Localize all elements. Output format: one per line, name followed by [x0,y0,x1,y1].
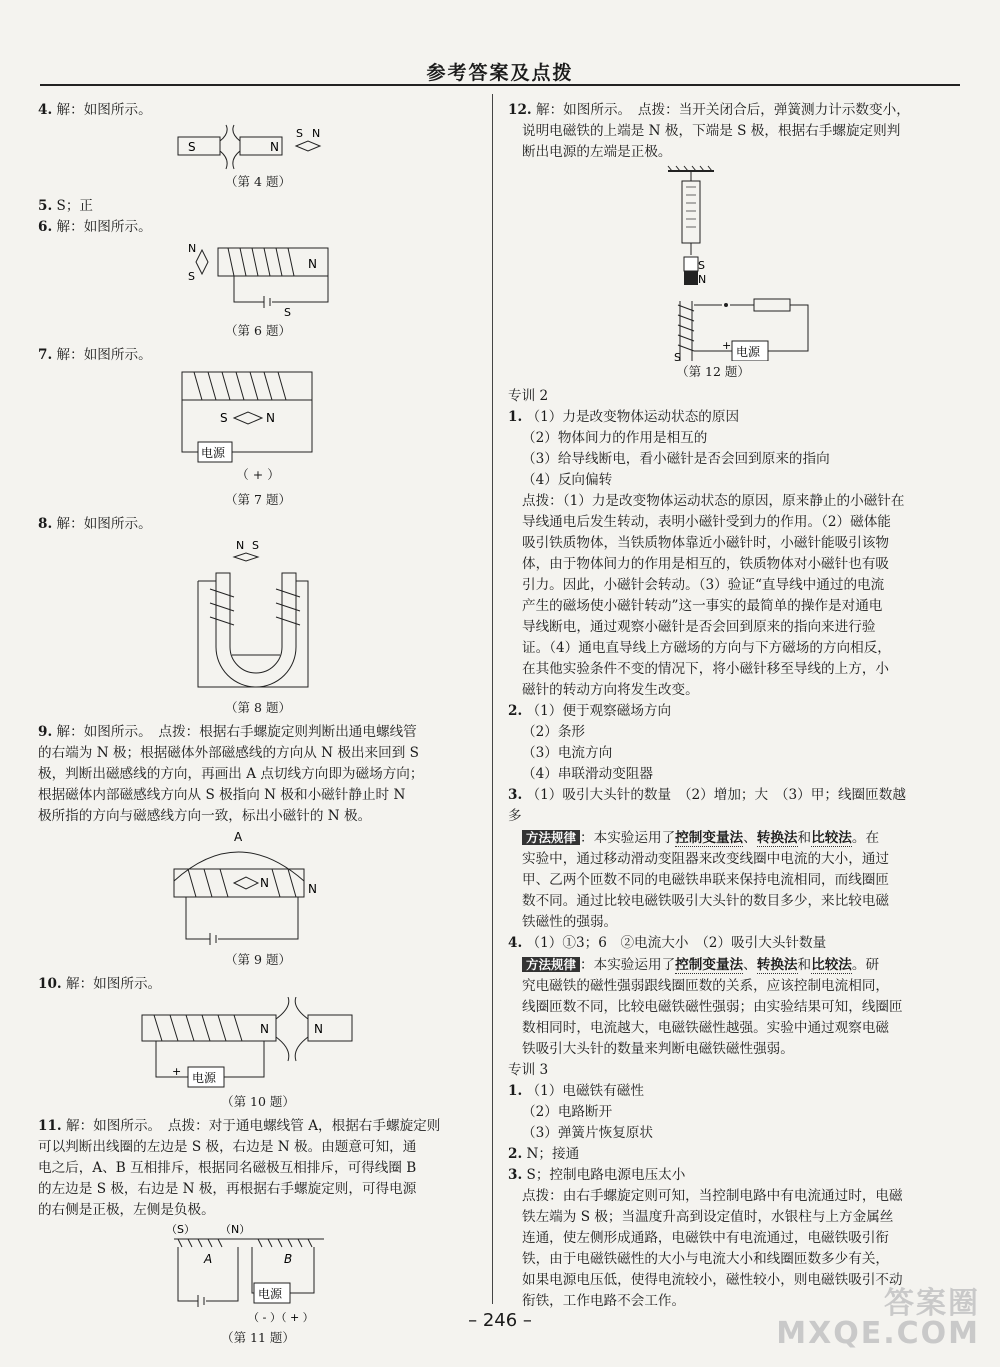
svg-text:电源: 电源 [258,1287,283,1301]
q12-caption: （第 12 题） [676,364,750,379]
q6-caption: （第 6 题） [225,323,291,338]
svg-text:S: S [296,127,303,140]
svg-text:（N）: （N） [220,1223,251,1236]
a1-tip-6: 导线断电，通过观察小磁针是否会回到原来的指向来进行验 [522,619,876,635]
q9-line-2: 极，判断出磁感线的方向，再画出 A 点切线方向即为磁场方向； [38,766,424,782]
svg-text:N: N [260,876,269,890]
q10-figure [38,997,478,1091]
svg-text:N: N [314,1022,323,1036]
q4-caption: （第 4 题） [225,174,291,189]
svg-text:A: A [204,1252,213,1266]
method-badge: 方法规律 [522,957,580,972]
b1-item-2: （3）弹簧片恢复原状 [522,1125,653,1141]
svg-text:电源: 电源 [201,446,226,460]
b3-tip-2: 连通，使左侧形成通路，电磁铁中有电流通过，电磁铁吸引衔 [522,1230,890,1246]
svg-text:N: N [698,273,707,286]
page-header [40,58,960,85]
a4-line-3: 铁吸引大头针的数量来判断电磁铁磁性强弱。 [522,1041,794,1057]
svg-text:S: S [188,140,196,154]
q12-line-2: 断出电源的左端是正极。 [522,144,672,160]
svg-text:S: S [698,259,705,272]
svg-text:电源: 电源 [192,1071,217,1085]
a1-tip-2: 吸引铁质物体，当铁质物体靠近小磁针时，小磁针能吸引该物 [522,535,890,551]
q11-caption: （第 11 题） [221,1330,295,1345]
a1-item-1: （2）物体间力的作用是相互的 [522,430,708,446]
q9-line-3: 根据磁体内部磁感线方向从 S 极指向 N 极和小磁针静止时 N [38,787,406,803]
section-zx2: 专训 2 [508,388,549,404]
a3-line: 3. （1）吸引大头针的数量 （2）增加；大 （3）甲；线圈匝数越多 [508,787,906,824]
b2-line: 2. N；接通 [508,1146,580,1162]
a3-line-1: 甲、乙两个匝数不同的电磁铁串联来保持电流相同，而线圈匝 [522,872,890,888]
a3-method: 方法规律 ：本实验运用了控制变量法、转换法和比较法。在 [508,827,918,849]
b3-tip-5: 衔铁，工作电路不会工作。 [522,1293,686,1309]
column-divider [492,94,493,1304]
b1-item-1: （2）电路断开 [522,1104,613,1120]
q7-caption: （ + ） [236,467,280,482]
q5-line: 5. S；正 [38,198,94,214]
q7-figure [38,368,478,464]
a2-item-2: （3）电流方向 [522,745,613,761]
b3-tip-1: 铁左端为 S 极；当温度升高到设定值时，水银柱与上方金属丝 [522,1209,894,1225]
a1-item-3: （4）反向偏转 [522,472,613,488]
svg-text:N: N [308,882,317,896]
section-zx3: 专训 3 [508,1062,549,1078]
q10-line: 10. 解：如图所示。 [38,976,162,992]
svg-text:N: N [308,257,317,271]
svg-text:S: S [284,306,291,319]
q11-line-0: 11. 解：如图所示。 点拨：对于通电螺线管 A，根据右手螺旋定则 [38,1118,441,1134]
a1-tip-7: 证。（4）通电直导线上方磁场的方向与下方磁场的方向相反， [522,640,891,656]
a4-line: 4. （1）①3；6 ②电流大小 （2）吸引大头针数量 [508,935,827,951]
svg-text:S: S [220,411,228,425]
a4-method: 方法规律 ：本实验运用了控制变量法、转换法和比较法。研 [508,954,918,976]
a1-tip-4: 引力。因此，小磁针会转动。（3）验证“直导线中通过的电流 [522,577,885,593]
a1-tip-0: 点拨：（1）力是改变物体运动状态的原因，原来静止的小磁针在 [522,493,905,509]
header-rule [40,84,960,86]
q7-line: 7. 解：如图所示。 [38,347,152,363]
a1-tip-5: 产生的磁场使小磁针转动”这一事实的最简单的操作是对通电 [522,598,883,614]
a2-item-1: （2）条形 [522,724,586,740]
a1-item-0: 1. （1）力是改变物体运动状态的原因 [508,409,740,425]
q9-line-4: 极所指的方向与磁感线方向一致，标出小磁针的 N 极。 [38,808,372,824]
a2-item-0: 2. （1）便于观察磁场方向 [508,703,672,719]
b3-tip-4: 如果电源电压低，使得电流较小，磁性较小，则电磁铁吸引不动 [522,1272,903,1288]
q10-caption: （第 10 题） [221,1094,295,1109]
q6-line: 6. 解：如图所示。 [38,219,152,235]
q4-line: 4. 解：如图所示。 [38,102,152,118]
b1-item-0: 1. （1）电磁铁有磁性 [508,1083,644,1099]
svg-text:电源: 电源 [736,345,761,359]
q12-line-1: 说明电磁铁的上端是 N 极，下端是 S 极，根据右手螺旋定则判 [522,123,901,139]
a3-line-3: 铁磁性的强弱。 [522,914,618,930]
a4-line-0: 究电磁铁的磁性强弱跟线圈匝数的关系，应该控制电流相同， [522,978,890,994]
q11-line-4: 的右侧是正极，左侧是负极。 [38,1202,215,1218]
right-column [508,100,918,1312]
svg-text:N: N [188,242,197,255]
q8-figure [38,537,478,697]
svg-text:N: N [266,411,275,425]
q11-line-2: 电之后，A、B 互相排斥，根据同名磁极互相排斥，可得线圈 B [38,1160,417,1176]
method-badge: 方法规律 [522,830,580,845]
b3-tip-3: 铁，由于电磁铁磁性的大小与电流大小和线圈匝数多少有关， [522,1251,890,1267]
a2-item-3: （4）串联滑动变阻器 [522,766,653,782]
a1-tip-3: 体，由于物体间力的作用是相互的，铁质物体对小磁针也有吸 [522,556,890,572]
b3-tip-0: 点拨：由右手螺旋定则可知，当控制电路中有电流通过时，电磁 [522,1188,903,1204]
q9-figure [38,829,478,949]
a1-tip-1: 导线通电后发生转动，表明小磁针受到力的作用。（2）磁体能 [522,514,891,530]
q8-line: 8. 解：如图所示。 [38,516,152,532]
q12-line-0: 12. 解：如图所示。 点拨：当开关闭合后，弹簧测力计示数变小， [508,102,910,118]
q9-line-1: 的右端为 N 极；根据磁体外部磁感线的方向从 N 极出来回到 S [38,745,419,761]
svg-text:（ - ）（ + ）: （ - ）（ + ） [248,1311,314,1324]
q11-line-3: 的左边是 S 极，右边是 N 极，再根据右手螺旋定则，可得电源 [38,1181,417,1197]
q9-caption: （第 9 题） [225,952,291,967]
svg-text:N: N [312,127,321,140]
svg-text:S: S [188,270,195,283]
a3-line-2: 数不同。通过比较电磁铁吸引大头针的数目多少，来比较电磁 [522,893,890,909]
q7-caption-num: （第 7 题） [225,492,291,507]
svg-text:S: S [674,351,681,361]
a4-line-1: 线圈匝数不同，比较电磁铁磁性强弱；由实验结果可知，线圈匝 [522,999,903,1015]
a1-tip-9: 磁针的转动方向将发生改变。 [522,682,699,698]
q9-line-0: 9. 解：如图所示。 点拨：根据右手螺旋定则判断出通电螺线管 [38,724,417,740]
left-column [38,100,478,1352]
watermark: 答案圈 MXQE.COM [776,1286,980,1351]
q11-line-1: 可以判断出线圈的左边是 S 极，右边是 N 极。由题意可知，通 [38,1139,417,1155]
a1-tip-8: 在其他实验条件不变的情况下，将小磁针移至导线的上方，小 [522,661,890,677]
q8-caption: （第 8 题） [225,700,291,715]
svg-text:+: + [172,1065,182,1078]
svg-text:S: S [252,539,259,552]
q4-figure [38,123,478,171]
page-number: – 246 – [468,1310,532,1331]
page-title: 参考答案及点拨 [426,62,574,84]
svg-text:B: B [284,1252,293,1266]
svg-text:N: N [260,1022,269,1036]
q12-figure [508,165,918,361]
a4-line-2: 数相同时，电流越大，电磁铁磁性越强。实验中通过观察电磁 [522,1020,890,1036]
svg-text:A: A [234,830,243,844]
a1-item-2: （3）给导线断电，看小磁针是否会回到原来的指向 [522,451,830,467]
q6-figure [38,240,478,320]
svg-text:N: N [236,539,245,552]
svg-text:（S）: （S） [166,1223,195,1236]
svg-text:N: N [270,140,279,154]
a3-line-0: 实验中，通过移动滑动变阻器来改变线圈中电流的大小，通过 [522,851,890,867]
b3-line: 3. S；控制电路电源电压太小 [508,1167,686,1183]
svg-text:+: + [722,339,732,352]
